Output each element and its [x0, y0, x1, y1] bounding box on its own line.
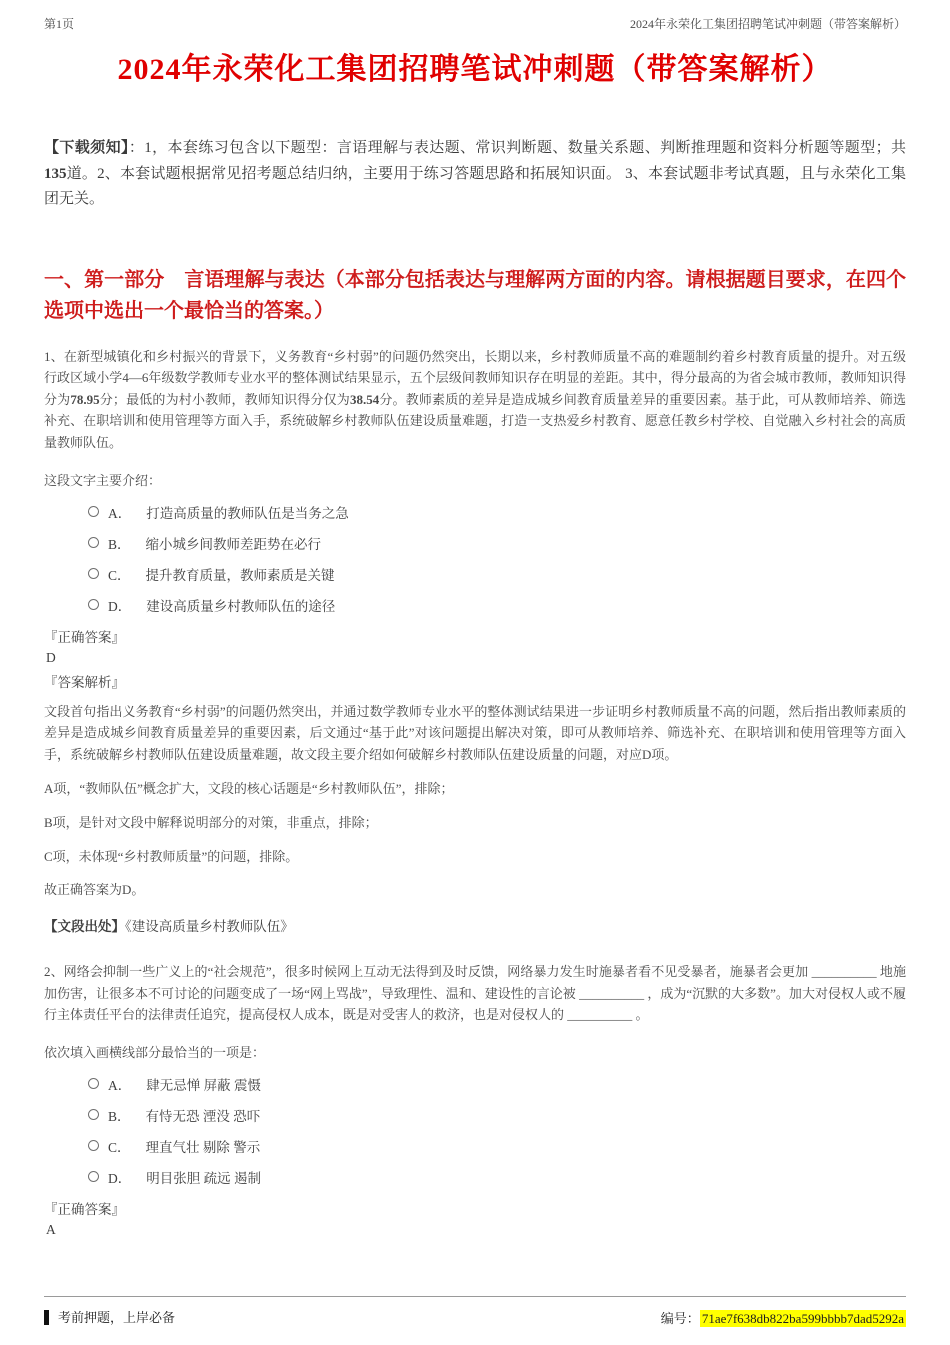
notice-text-1: ：1，本套练习包含以下题型：言语理解与表达题、常识判断题、数量关系题、判断推理题和资料分析题等题型；共 [128, 140, 906, 156]
code-label: 编号： [660, 1311, 700, 1326]
option-text: 理直气壮 剔除 警示 [145, 1139, 261, 1155]
analysis-point-c: C项，未体现“乡村教师质量”的问题，排除。 [44, 848, 299, 864]
option-letter: C． [108, 567, 131, 583]
option-text: 肆无忌惮 屏蔽 震慑 [146, 1077, 261, 1093]
question-2-options [44, 1074, 906, 1187]
radio-button[interactable] [88, 568, 99, 579]
radio-button[interactable] [88, 1078, 99, 1089]
option-text: 打造高质量的教师队伍是当务之急 [146, 505, 349, 521]
analysis-point-b: B项，是针对文段中解释说明部分的对策，非重点，排除； [44, 814, 378, 830]
analysis-text: 文段首句指出义务教育“乡村弱”的问题仍然突出，并通过数学教师专业水平的整体测试结果进一步证明乡村教师质量不高的问题，然后指出教师素质的差异是造成城乡间教育质量差异的重要因素，后文通过“基于此”对该问题提出解决对策，即可从教师培养、筛选补充、在职培训和使用管理等方面入手，系统破解乡村教师队伍建设质量难题，故文段主要介绍如何破解乡村教师队伍建设质量的问题，对应D项。 [44, 703, 906, 763]
q1-stem-part2: 分；最低的为村小教师，教师知识得分仅为 [99, 391, 350, 407]
page-header [44, 15, 906, 32]
radio-button[interactable] [88, 506, 99, 517]
question-1-stem [44, 346, 906, 454]
radio-button[interactable] [88, 1171, 99, 1182]
option-row-d[interactable] [88, 1167, 906, 1187]
document-code: 71ae7f638db822ba599bbbb7dad5292a [701, 1311, 904, 1326]
question-count: 135 [44, 165, 67, 182]
notice-label: 【下载须知】 [44, 140, 129, 156]
download-notice [44, 136, 906, 213]
analysis-label: 『答案解析』 [44, 674, 125, 690]
radio-button[interactable] [88, 1109, 99, 1120]
option-row-d[interactable] [88, 595, 906, 615]
section-heading: 一、第一部分 言语理解与表达（本部分包括表达与理解两方面的内容。请根据题目要求，在四个选项中选出一个最恰当的答案。） [44, 268, 906, 323]
source-label: 【文段出处】 [44, 919, 125, 935]
option-row-a[interactable] [88, 1074, 906, 1094]
option-row-c[interactable] [88, 564, 906, 584]
option-text: 缩小城乡间教师差距势在必行 [145, 536, 322, 552]
option-text: 建设高质量乡村教师队伍的途径 [146, 598, 336, 614]
footer-code [661, 1308, 906, 1327]
notice-text-2: 道。2、本套试题根据常见招考题总结归纳，主要用于练习答题思路和拓展知识面。 3、本套试题非考试真题，且与永荣化工集团无关。 [44, 165, 906, 207]
option-row-b[interactable] [88, 533, 906, 553]
option-text: 明目张胆 疏远 遏制 [146, 1170, 261, 1186]
radio-button[interactable] [88, 537, 99, 548]
correct-answer-value: A [46, 1221, 56, 1237]
q1-stem-part3: 分。教师素质的差异是造成城乡间教育质量差异的重要因素。基于此，可从教师培养、筛选补充、在职培训和使用管理等方面入手，系统破解乡村教师队伍建设质量难题，打造一支热爱乡村教育、愿意任教乡村学校、自觉融入乡村社会的高质量教师队伍。 [44, 391, 906, 450]
q1-score-high: 78.95 [70, 391, 100, 407]
page-title: 2024年永荣化工集团招聘笔试冲刺题（带答案解析） [117, 53, 833, 86]
analysis-point-a: A项，“教师队伍”概念扩大，文段的核心话题是“乡村教师队伍”，排除； [44, 781, 454, 797]
passage-source [44, 915, 906, 935]
page-footer [44, 1296, 906, 1327]
option-row-c[interactable] [88, 1136, 906, 1156]
option-row-a[interactable] [88, 502, 906, 522]
source-title: 《建设高质量乡村教师队伍》 [125, 919, 294, 935]
option-text: 有恃无恐 湮没 恐吓 [145, 1108, 261, 1124]
question-2 [44, 961, 906, 1238]
option-letter: B． [108, 536, 131, 552]
option-letter: D． [108, 598, 132, 614]
question-2-prompt: 依次填入画横线部分最恰当的一项是： [44, 1044, 266, 1060]
q1-score-low: 38.54 [349, 391, 380, 407]
analysis-conclusion: 故正确答案为D。 [44, 882, 145, 898]
page-number: 第1页 [44, 17, 75, 31]
correct-answer-label: 『正确答案』 [44, 629, 125, 645]
option-letter: D． [108, 1170, 132, 1186]
correct-answer-label: 『正确答案』 [44, 1201, 125, 1217]
q1-stem-part1: 1、在新型城镇化和乡村振兴的背景下，义务教育“乡村弱”的问题仍然突出，长期以来，乡村教师质量不高的难题制约着乡村教育质量的提升。对五级行政区域小学4—6年级数学教师专业水平的整体测试结果显示，五个层级间教师知识存在明显的差距。其中，得分最高的为省会城市教师，教师知识得分为 [44, 348, 906, 407]
radio-button[interactable] [88, 1140, 99, 1151]
correct-answer-value: D [46, 649, 56, 665]
question-1-prompt: 这段文字主要介绍： [44, 472, 162, 488]
option-letter: C． [108, 1139, 131, 1155]
option-row-b[interactable] [88, 1105, 906, 1125]
radio-button[interactable] [88, 599, 99, 610]
question-2-stem: 2、网络会抑制一些广义上的“社会规范”，很多时候网上互动无法得到及时反馈，网络暴力发生时施暴者看不见受暴者，施暴者会更加 __________ 地施加伤害，让很多本不可讨论的问题变成了一场“网上骂战”，导致理性、温和、建设性的言论被 __________ ，成为“沉默的大多数”。加大对侵权人或不履行主体责任平台的法律责任追究，提高侵权人成本，既是对受害人的救济，也是对侵权人的 __________ 。 [44, 964, 906, 1023]
header-doc-title: 2024年永荣化工集团招聘笔试冲刺题（带答案解析） [629, 17, 906, 31]
question-1-options [44, 502, 906, 615]
footer-slogan: 考前押题，上岸必备 [44, 1310, 175, 1326]
option-letter: A． [108, 505, 132, 521]
option-letter: A． [108, 1077, 132, 1093]
option-text: 提升教育质量，教师素质是关键 [145, 567, 335, 583]
option-letter: B． [108, 1108, 131, 1124]
